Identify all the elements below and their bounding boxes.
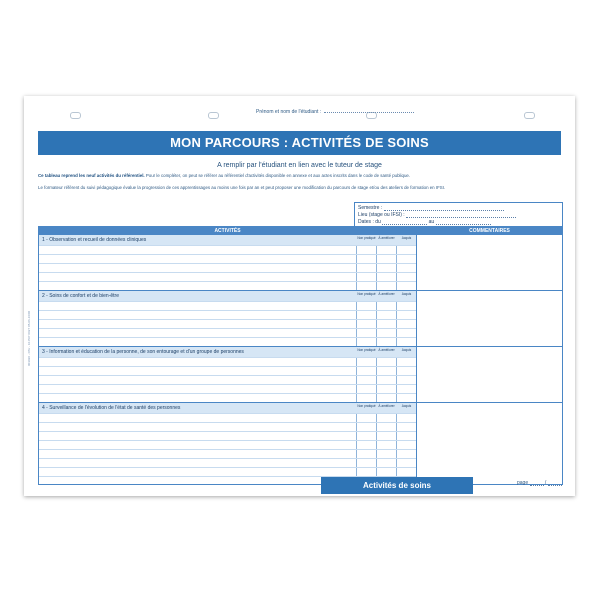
row-line — [39, 337, 416, 338]
col-non-pratique: Non pratiqué — [357, 292, 376, 296]
dotted-line — [384, 206, 504, 211]
dotted-line — [406, 213, 516, 218]
binder-hole — [208, 112, 219, 119]
student-name-label: Prénom et nom de l'étudiant : — [256, 109, 322, 115]
student-name-dotted-line — [324, 112, 414, 113]
binder-hole — [70, 112, 81, 119]
row-line — [39, 328, 416, 329]
col-acquis: Acquis — [401, 236, 412, 240]
row-line — [39, 413, 416, 414]
binder-hole — [524, 112, 535, 119]
dotted-line — [382, 220, 427, 225]
row-line — [39, 281, 416, 282]
row-line — [39, 263, 416, 264]
col-a-ameliorer: À améliorer — [378, 404, 395, 408]
page-number-field[interactable] — [517, 480, 562, 486]
col-acquis: Acquis — [401, 292, 412, 296]
col-non-pratique: Non pratiqué — [357, 348, 376, 352]
title-banner — [38, 131, 561, 155]
dates-au-label: au — [428, 219, 435, 225]
page-label: page — [517, 480, 529, 486]
row-line — [39, 384, 416, 385]
intro-line-2: Le formateur référent du suivi pédagogique évalue la progression de ces apprentissages au moins une fois par an et peut proposer une modification du parcours de stage et/ou des ateliers de formation en IFSI. — [38, 185, 446, 190]
row-line — [39, 431, 416, 432]
row-line — [39, 310, 416, 311]
row-line — [39, 254, 416, 255]
section-label-2: 2 - Soins de confort et de bien-être — [42, 293, 119, 299]
intro-line-1 — [38, 173, 561, 179]
lieu-label: Lieu (stage ou IFSI) : — [358, 212, 405, 218]
row-line — [39, 245, 416, 246]
row-line — [39, 458, 416, 459]
page-subtitle: A remplir par l'étudiant en lien avec le tuteur de stage — [217, 162, 382, 169]
row-line — [39, 272, 416, 273]
row-line — [39, 440, 416, 441]
print-code: 003020 - PAV - 10.PAY 002T 05-06-16/06 — [27, 310, 31, 366]
dates-field[interactable] — [358, 219, 491, 225]
semestre-field[interactable] — [358, 205, 504, 211]
row-line — [39, 449, 416, 450]
section-label-3: 3 - Information et éducation de la personne, de son entourage et d'un groupe de personnes — [42, 349, 244, 355]
row-line — [39, 319, 416, 320]
dotted-line — [436, 220, 491, 225]
page-title: MON PARCOURS : ACTIVITÉS DE SOINS — [170, 135, 429, 150]
section-label-4: 4 - Surveillance de l'évolution de l'état de santé des personnes — [42, 405, 181, 411]
col-acquis: Acquis — [401, 348, 412, 352]
col-non-pratique: Non pratiqué — [357, 404, 376, 408]
stage-info-box — [354, 202, 563, 227]
semestre-label: Semestre : — [358, 205, 383, 211]
col-a-ameliorer: À améliorer — [378, 292, 395, 296]
row-line — [39, 467, 416, 468]
row-line — [39, 301, 416, 302]
lieu-field[interactable] — [358, 212, 516, 218]
activites-header: ACTIVITÉS — [39, 227, 416, 235]
section-label-1: 1 - Observation et recueil de données cliniques — [42, 237, 147, 243]
row-line — [39, 366, 416, 367]
intro-bold-text: Ce tableau reprend les neuf activités du référentiel. — [38, 173, 145, 178]
col-a-ameliorer: À améliorer — [378, 236, 395, 240]
row-line — [39, 357, 416, 358]
activities-table — [38, 226, 563, 485]
col-a-ameliorer: À améliorer — [378, 348, 395, 352]
commentaires-header: COMMENTAIRES — [417, 227, 562, 235]
column-divider — [416, 227, 417, 484]
section-tab: Activités de soins — [321, 477, 473, 494]
student-name-field[interactable] — [256, 109, 414, 115]
form-sheet — [24, 96, 575, 496]
row-line — [39, 393, 416, 394]
dotted-line — [548, 481, 562, 486]
col-non-pratique: Non pratiqué — [357, 236, 376, 240]
row-line — [39, 375, 416, 376]
intro-text: Pour le compléter, on peut se référer au référentiel d'activités disponible en annexe et aux actes inscrits dans le code de santé publique. — [144, 173, 411, 178]
row-line — [39, 422, 416, 423]
page-separator: / — [544, 480, 547, 486]
dotted-line — [530, 480, 547, 486]
dates-label: Dates : du — [358, 219, 381, 225]
col-acquis: Acquis — [401, 404, 412, 408]
